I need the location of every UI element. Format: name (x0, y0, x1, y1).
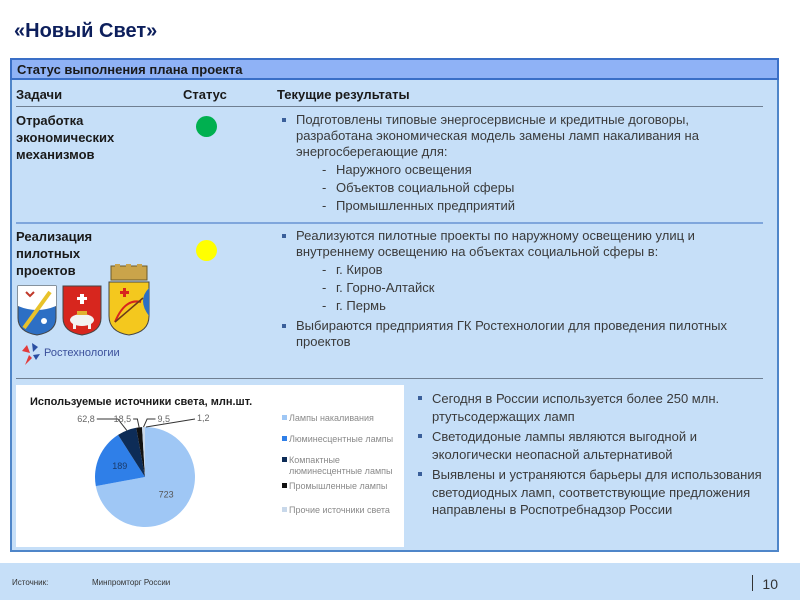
chart-legend (282, 413, 402, 519)
legend-item (282, 413, 402, 434)
kirov-coat-of-arms-icon (107, 264, 151, 336)
source-label: Источник: (12, 578, 49, 587)
perm-coat-of-arms-icon (61, 284, 103, 336)
results-row-2 (282, 228, 752, 350)
summary-bullet: Выявлены и устраняются барьеры для использования светодиодных ламп, соответствующие предложения направлены в Роспотребнадзор России (418, 466, 768, 519)
legend-swatch (282, 457, 287, 462)
pie-value-label: 189 (112, 461, 128, 472)
page-number: 10 (762, 576, 778, 592)
results-row-1 (282, 112, 752, 214)
header-divider (16, 106, 763, 107)
source-value: Минпромторг России (92, 578, 171, 587)
legend-swatch (282, 483, 287, 488)
legend-item (282, 481, 402, 505)
chart-title: Используемые источники света, млн.шт. (30, 396, 253, 408)
summary-bullet: Сегодня в России используется более 250 млн. ртутьсодержащих ламп (418, 390, 768, 425)
column-header-status: Статус (183, 87, 227, 102)
legend-item (282, 505, 402, 519)
summary-bullet: Светодидоные лампы являются выгодной и экологически неопасной альтернативой (418, 428, 768, 463)
result-subitem: - Промышленных предприятий (282, 198, 752, 214)
legend-label: Люминесцентные лампы (289, 434, 394, 444)
pie-value-label: 723 (158, 489, 174, 500)
status-indicator-yellow (196, 240, 217, 261)
legend-label: Компактные люминесцентные лампы (289, 455, 393, 476)
result-bullet: Выбираются предприятия ГК Ростехнологии для проведения пилотных проектов (282, 318, 752, 350)
rostec-logo-text: Ростехнологии (44, 347, 120, 359)
task-line: механизмов (16, 147, 95, 162)
pie-value-label: 9,5 (157, 414, 171, 424)
legend-swatch (282, 436, 287, 441)
result-subitem: - Наружного освещения (282, 162, 752, 178)
legend-swatch (282, 507, 287, 512)
result-subitem: - Объектов социальной сферы (282, 180, 752, 196)
row-divider (16, 378, 763, 379)
pie-leader-line (146, 419, 195, 427)
pie-value-label: 18,5 (113, 414, 132, 424)
result-subitem: - г. Киров (282, 262, 752, 278)
legend-item (282, 455, 402, 481)
task-line: пилотных (16, 246, 81, 261)
result-subitem: - г. Пермь (282, 298, 752, 314)
legend-item (282, 434, 402, 455)
task-line: Реализация (16, 229, 93, 244)
task-line: Отработка (16, 113, 84, 128)
status-indicator-green (196, 116, 217, 137)
legend-label: Лампы накаливания (289, 413, 374, 423)
task-row-2 (16, 228, 92, 279)
panel-header (10, 58, 779, 80)
summary-bullets (418, 390, 768, 519)
result-subitem: - г. Горно-Алтайск (282, 280, 752, 296)
task-row-1 (16, 112, 114, 163)
row-divider (16, 222, 763, 224)
pie-value-label: 62,8 (77, 414, 95, 424)
task-line: экономических (16, 130, 115, 145)
legend-label: Прочие источники света (289, 505, 390, 515)
page-number-divider (752, 575, 753, 591)
task-line: проектов (16, 263, 76, 278)
legend-label: Промышленные лампы (289, 481, 388, 491)
legend-swatch (282, 415, 287, 420)
rostec-logo (20, 342, 150, 366)
result-bullet: Подготовлены типовые энергосервисные и кредитные договоры, разработана экономическая модель замены ламп накаливания на энергосберегающие для: (282, 112, 752, 160)
result-bullet: Реализуются пилотные проекты по наружному освещению улиц и внутреннему освещению на объектах социальной сферы в: (282, 228, 716, 260)
gorno-altaysk-coat-of-arms-icon (16, 284, 58, 336)
column-header-results: Текущие результаты (277, 87, 410, 102)
panel-header-text: Статус выполнения плана проекта (17, 62, 243, 77)
pie-chart (16, 385, 276, 547)
column-header-tasks: Задачи (16, 87, 63, 102)
pie-value-label: 1,2 (197, 413, 210, 423)
slide-title: «Новый Свет» (14, 20, 158, 42)
rostec-star-icon (20, 342, 42, 366)
pie-leader-line (133, 419, 139, 427)
